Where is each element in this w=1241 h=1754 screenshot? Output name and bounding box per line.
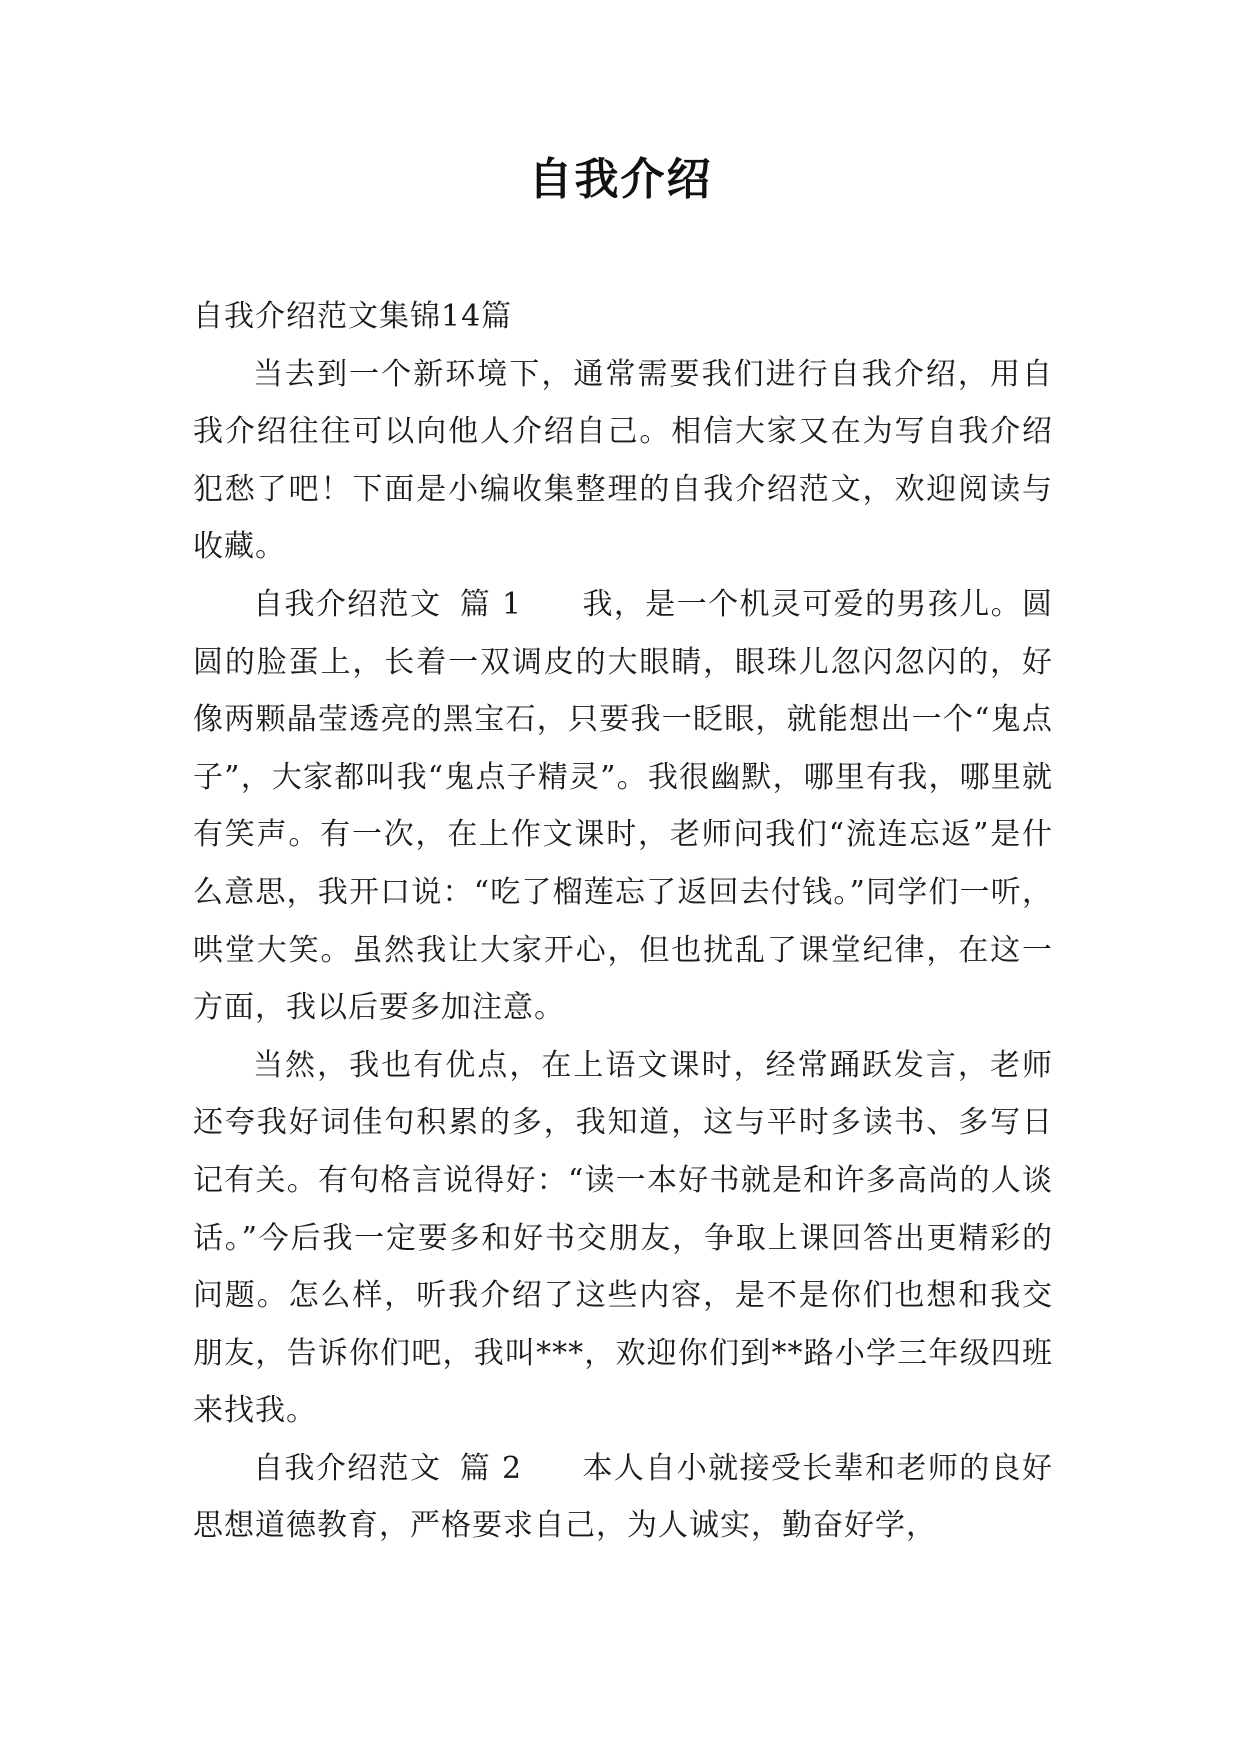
section-1-paragraph-2: 当然，我也有优点，在上语文课时，经常踊跃发言，老师还夸我好词佳句积累的多，我知道，这与平时多读书、多写日记有关。有句格言说得好：“读一本好书就是和许多高尚的人谈话。”今后我一定要多和好书交朋友，争取上课回答出更精彩的问题。怎么样，听我介绍了这些内容，是不是你们也想和我交朋友，告诉你们吧，我叫***，欢迎你们到**路小学三年级四班来找我。 bbox=[193, 1047, 1053, 1429]
section-1-text-1: 我，是一个机灵可爱的男孩儿。圆圆的脸蛋上，长着一双调皮的大眼睛，眼珠儿忽闪忽闪的，好像两颗晶莹透亮的黑宝石，只要我一眨眼，就能想出一个“鬼点子”，大家都叫我“鬼点子精灵”。我很幽默，哪里有我，哪里就有笑声。有一次，在上作文课时，老师问我们“流连忘返”是什么意思，我开口说：“吃了榴莲忘了返回去付钱。”同学们一听，哄堂大笑。虽然我让大家开心，但也扰乱了课堂纪律，在这一方面，我以后要多加注意。 bbox=[193, 586, 1053, 1026]
document-subtitle: 自我介绍范文集锦14篇 bbox=[193, 299, 513, 334]
section-1-heading-name: 自我介绍范文 bbox=[253, 586, 442, 622]
section-2-heading-name: 自我介绍范文 bbox=[253, 1450, 442, 1486]
section-2-text-1: 本人自小就接受长辈和老师的良好思想道德教育，严格要求自己，为人诚实，勤奋好学， bbox=[193, 1450, 1053, 1544]
section-1-paragraph-1 bbox=[193, 576, 1053, 1037]
section-2-heading-num: 篇 2 bbox=[459, 1450, 523, 1486]
section-2-paragraph-1 bbox=[193, 1440, 1053, 1555]
document-title: 自我介绍 bbox=[528, 154, 713, 205]
document-body bbox=[193, 288, 1053, 1555]
intro-paragraph: 当去到一个新环境下，通常需要我们进行自我介绍，用自我介绍往往可以向他人介绍自己。相信大家又在为写自我介绍犯愁了吧！下面是小编收集整理的自我介绍范文，欢迎阅读与收藏。 bbox=[193, 356, 1053, 565]
section-1-heading-num: 篇 1 bbox=[459, 586, 523, 622]
